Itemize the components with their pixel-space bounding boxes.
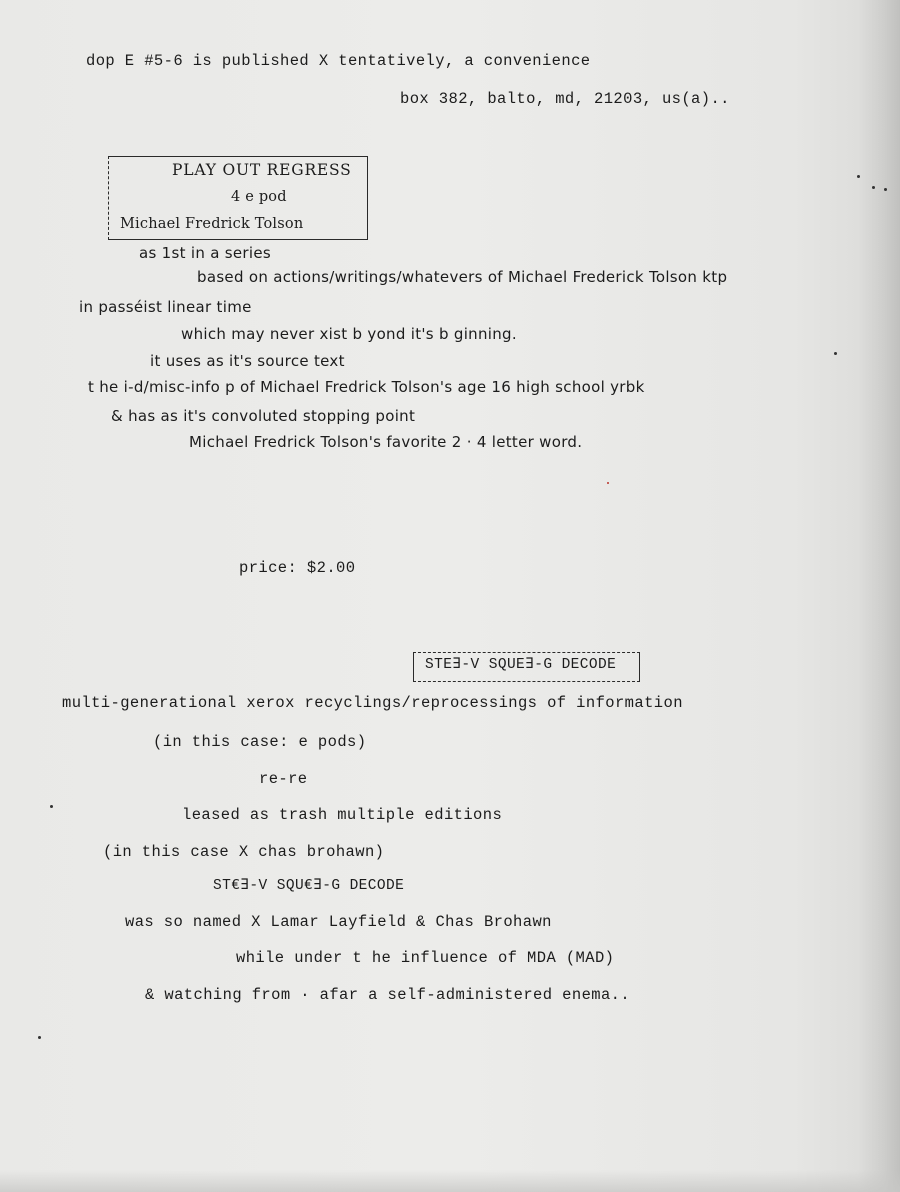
notes-line: was so named X Lamar Layfield & Chas Brohawn xyxy=(125,913,552,931)
paper-speck xyxy=(857,175,860,178)
publication-line: dop E #5-6 is published X tentatively, a convenience xyxy=(86,52,591,70)
price-text: price: $2.00 xyxy=(239,559,356,577)
description-line: t he i-d/misc-info p of Michael Fredrick Tolson's age 16 high school yrbk xyxy=(88,378,645,396)
description-line: in passéist linear time xyxy=(79,298,252,316)
description-line: it uses as it's source text xyxy=(150,352,345,370)
title-box-author: Michael Fredrick Tolson xyxy=(120,216,304,232)
paper-speck xyxy=(834,352,837,355)
title-box-title: PLAY OUT REGRESS xyxy=(172,161,352,179)
description-line: based on actions/writings/whatevers of Michael Frederick Tolson ktp xyxy=(197,268,728,286)
notes-line: ST€∃-V SQU€∃-G DECODE xyxy=(213,878,405,894)
address-line: box 382, balto, md, 21203, us(a).. xyxy=(400,90,730,108)
paper-speck xyxy=(872,186,875,189)
page-gutter-shadow xyxy=(858,0,900,1192)
notes-line: re-re xyxy=(259,770,308,788)
notes-line: (in this case: e pods) xyxy=(153,733,367,751)
stamp-text: STE∃-V SQUE∃-G DECODE xyxy=(425,657,617,673)
description-line: as 1st in a series xyxy=(139,244,272,262)
page-bottom-shadow xyxy=(0,1170,900,1192)
description-line: which may never xist b yond it's b ginning. xyxy=(181,325,517,343)
title-box-subtitle: 4 e pod xyxy=(231,189,287,205)
paper-speck xyxy=(38,1036,41,1039)
description-line: Michael Fredrick Tolson's favorite 2 · 4 letter word. xyxy=(189,433,583,451)
description-line: & has as it's convoluted stopping point xyxy=(111,407,416,425)
paper-speck xyxy=(607,482,609,484)
notes-line: multi-generational xerox recyclings/reprocessings of information xyxy=(62,694,683,712)
notes-line: (in this case X chas brohawn) xyxy=(103,843,385,861)
paper-speck xyxy=(50,805,53,808)
notes-line: while under t he influence of MDA (MAD) xyxy=(236,949,615,967)
notes-line: & watching from · afar a self-administered enema.. xyxy=(145,986,631,1004)
notes-line: leased as trash multiple editions xyxy=(182,806,503,824)
paper-speck xyxy=(884,188,887,191)
